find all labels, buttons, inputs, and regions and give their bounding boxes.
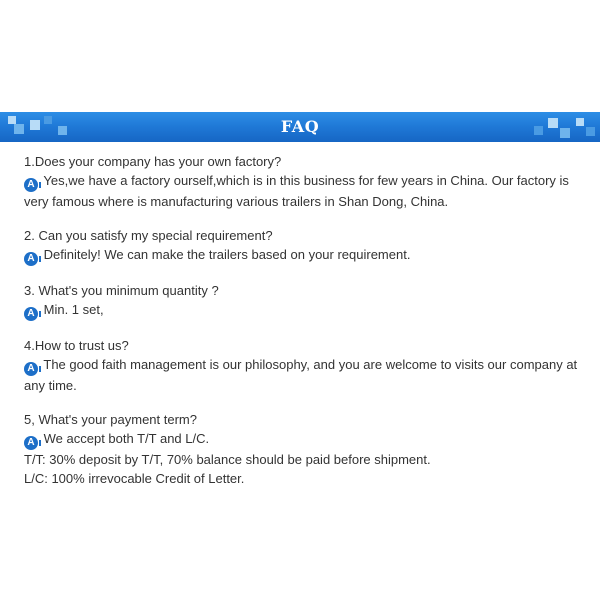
faq-question: 1.Does your company has your own factory? [24, 154, 282, 169]
faq-answer [24, 300, 580, 321]
payment-term-tt: T/T: 30% deposit by T/T, 70% balance should be paid before shipment. [24, 452, 431, 467]
banner-decor-square [576, 118, 584, 126]
faq-answer-text: Definitely! We can make the trailers based on your requirement. [43, 247, 411, 262]
faq-answer [24, 429, 580, 450]
faq-item [24, 282, 580, 321]
faq-item [24, 411, 580, 488]
faq-question: 5, What's your payment term? [24, 412, 197, 427]
banner-decor-square [586, 127, 595, 136]
faq-answer-text: Yes,we have a factory ourself,which is in this business for few years in China. Our factory is very famous where is manufacturing various trailers in Shan Dong, China. [24, 173, 569, 209]
faq-answer [24, 355, 580, 395]
faq-item [24, 227, 580, 266]
faq-question: 3. What's you minimum quantity ? [24, 283, 219, 298]
faq-item [24, 153, 580, 211]
faq-banner [0, 112, 600, 142]
answer-badge-icon: A [24, 178, 38, 192]
answer-badge-icon: A [24, 362, 38, 376]
payment-term-lc: L/C: 100% irrevocable Credit of Letter. [24, 471, 245, 486]
banner-decor-square [560, 128, 570, 138]
answer-badge-icon: A [24, 307, 38, 321]
faq-item [24, 337, 580, 395]
answer-badge-icon: A [24, 252, 38, 266]
faq-list [24, 153, 580, 504]
faq-answer-text: Min. 1 set, [43, 302, 104, 317]
faq-answer-text: The good faith management is our philosophy, and you are welcome to visits our company at any time. [24, 357, 578, 393]
banner-title: FAQ [280, 117, 320, 136]
faq-answer [24, 171, 580, 211]
faq-question: 2. Can you satisfy my special requirement? [24, 228, 273, 243]
banner-decor-square [534, 126, 543, 135]
faq-answer [24, 245, 580, 266]
faq-question: 4.How to trust us? [24, 338, 129, 353]
faq-answer-text: We accept both T/T and L/C. [43, 431, 210, 446]
banner-decor-square [548, 118, 558, 128]
answer-badge-icon: A [24, 436, 38, 450]
